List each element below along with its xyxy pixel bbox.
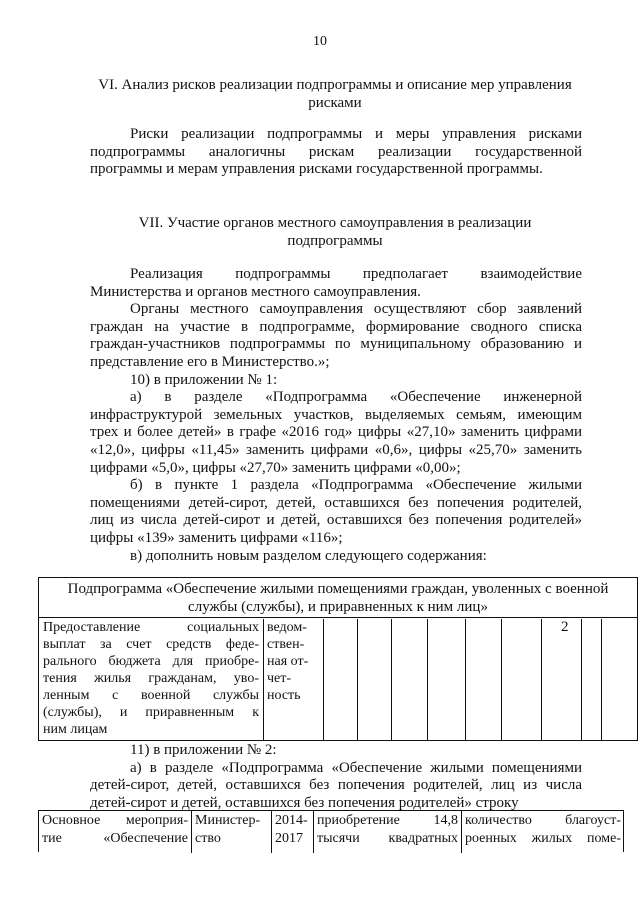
table-cell-empty: [358, 619, 392, 741]
text-line: лиц из числа детей-сирот и детей, оставшихся без попечения родителей»: [90, 512, 582, 529]
table-cell-empty: [502, 619, 542, 741]
text-line: цифры «139» заменить цифрами «116»;: [90, 529, 343, 546]
cell-line: ная от-: [267, 654, 309, 669]
cell-line: количество благоуст-: [465, 813, 621, 828]
text-line: 10) в приложении № 1:: [130, 371, 278, 388]
cell-line: тысячи квадратных: [317, 831, 458, 846]
text-line: в) дополнить новым разделом следующего содержания:: [130, 547, 487, 564]
table-cell-executor: [192, 811, 272, 853]
cell-line: приобретение 14,8: [317, 813, 458, 828]
section-6-heading-line: рисками: [308, 95, 362, 111]
cell-line: выплат за счет средств феде-: [43, 637, 259, 652]
cell-line: Основное мероприя-: [42, 813, 188, 828]
section-6-heading: [90, 76, 580, 112]
table-cell-period: [272, 811, 314, 853]
section-6-paragraph: [90, 126, 582, 179]
text-line: инфраструктурой земельных участков, выделяемых семьям, имеющим: [90, 406, 582, 423]
cell-line: чет-: [267, 671, 292, 686]
section-6-heading-line: VI. Анализ рисков реализации подпрограммы и описание мер управления: [98, 77, 572, 93]
text-line: трех и более детей» в графе «2016 год» цифры «27,10» заменить цифрами: [90, 424, 582, 441]
cell-line: ствен-: [267, 637, 305, 652]
text-line: «12,0», цифры «11,45» заменить цифрами «0,6», цифры «25,70» заменить: [90, 441, 582, 458]
section-11-paragraph: [90, 742, 582, 812]
text-line: Реализация подпрограммы предполагает взаимодействие: [130, 266, 582, 282]
text-line: представление его в Министерство.»;: [90, 353, 330, 370]
table-cell-value: [542, 619, 582, 741]
table-cell-empty: [582, 619, 602, 741]
cell-line: 2017: [275, 831, 303, 846]
section-7-heading-line: подпрограммы: [287, 233, 383, 249]
text-line: а) в разделе «Подпрограмма «Обеспечение жилыми помещениями: [130, 759, 582, 776]
table-cell-indicator: [462, 811, 624, 853]
text-line: 11) в приложении № 2:: [130, 742, 277, 758]
appendix-2-table: [38, 810, 624, 852]
cell-line: ним лицам: [43, 722, 108, 737]
cell-line: ность: [267, 688, 301, 703]
text-line: детей-сирот и детей, оставшихся без попечения родителей» строку: [90, 794, 519, 811]
cell-line: роенных жилых поме-: [465, 831, 621, 846]
text-line: цифрами «5,0», цифры «27,70» заменить цифрами «0,00»;: [90, 459, 461, 476]
text-line: Органы местного самоуправления осуществляют сбор заявлений: [130, 301, 582, 318]
table-cell-empty: [392, 619, 428, 741]
cell-line: рального бюджета для приобре-: [43, 654, 259, 669]
section-7-heading-line: VII. Участие органов местного самоуправления в реализации: [138, 215, 532, 231]
page-number: 10: [313, 34, 327, 49]
table-cell-activity: [39, 811, 192, 853]
text-line: подпрограммы аналогичны рискам реализации государственной: [90, 143, 582, 160]
section-7-paragraph: [90, 266, 582, 565]
cell-line: Предоставление социальных: [43, 620, 259, 635]
text-line: граждан на участие в подпрограмме, формирование сводного списка: [90, 318, 582, 335]
table-cell-result: [314, 811, 462, 853]
cell-line: ведом-: [267, 620, 307, 635]
table-cell-empty: [324, 619, 358, 741]
text-line: программы и мерам управления рисками государственной программы.: [90, 161, 543, 178]
subprogram-table-title: [39, 578, 637, 618]
cell-line: тения жилья гражданам, уво-: [43, 671, 259, 686]
table-title-line: службы (службы), и приравненных к ним лиц»: [188, 599, 488, 615]
subprogram-table: [38, 577, 638, 741]
cell-line: Министер-: [195, 813, 261, 828]
cell-line: 2014-: [275, 813, 308, 828]
text-line: б) в пункте 1 раздела «Подпрограмма «Обеспечение жилыми: [130, 477, 582, 494]
section-7-heading: [90, 214, 580, 250]
text-line: детей-сирот, детей, оставшихся без попечения родителей, лиц из числа: [90, 777, 582, 794]
text-line: помещениями детей-сирот, детей, оставшихся без попечения родителей,: [90, 494, 582, 511]
text-line: граждан-участников подпрограммы по муниципальному образованию и: [90, 336, 582, 353]
text-line: а) в разделе «Подпрограмма «Обеспечение инженерной: [130, 389, 582, 406]
table-cell-name: [39, 619, 264, 741]
table-cell-empty: [428, 619, 466, 741]
cell-line: тие «Обеспечение: [42, 831, 188, 846]
table-value: 2: [561, 619, 569, 635]
table-cell-empty: [466, 619, 502, 741]
cell-line: ленным с военной службы: [43, 688, 259, 703]
table-title-line: Подпрограмма «Обеспечение жилыми помещениями граждан, уволенных с военной: [67, 581, 609, 597]
text-line: Риски реализации подпрограммы и меры управления рисками: [130, 126, 582, 142]
cell-line: (службы), и приравненным к: [43, 705, 259, 720]
text-line: Министерства и органов местного самоуправления.: [90, 283, 421, 300]
table-cell-unit: [264, 619, 324, 741]
cell-line: ство: [195, 831, 221, 846]
